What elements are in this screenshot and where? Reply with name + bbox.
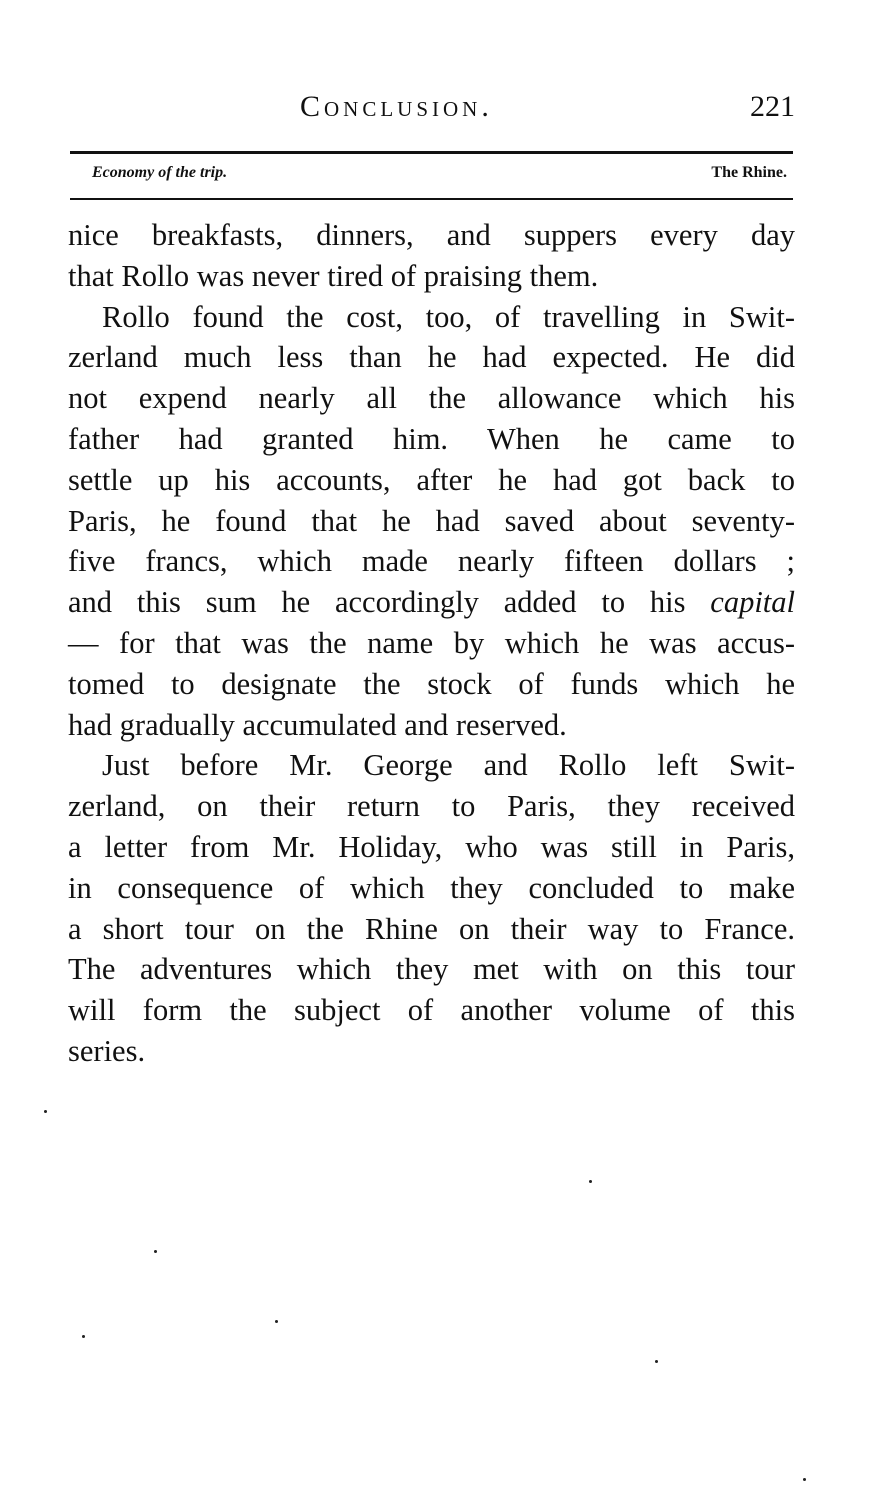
subhead-right: The Rhine. xyxy=(711,164,787,181)
header-rule-top xyxy=(70,151,793,154)
text-line: series. xyxy=(68,1033,146,1068)
text-line: had gradually accumulated and reserved. xyxy=(68,707,567,742)
text-line-with-italic xyxy=(68,582,795,623)
scan-speck xyxy=(655,1360,658,1363)
text-line: Rollo found the cost, too, of travelling in Swit- xyxy=(102,299,795,334)
scan-speck xyxy=(589,1180,592,1183)
scan-speck xyxy=(154,1250,157,1253)
text-line: father had granted him. When he came to xyxy=(68,421,795,456)
paragraph-1 xyxy=(68,215,795,297)
text-fragment: and this sum he accordingly added to his xyxy=(68,585,711,620)
text-line: in consequence of which they concluded to make xyxy=(68,870,795,905)
text-line: nice breakfasts, dinners, and suppers every day xyxy=(68,218,795,252)
paragraph-3 xyxy=(68,745,795,1071)
header-rule-bottom xyxy=(70,198,793,200)
text-line: — for that was the name by which he was accus- xyxy=(68,625,795,660)
text-line: tomed to designate the stock of funds which he xyxy=(68,666,795,701)
body-text xyxy=(68,215,795,1072)
text-line: a letter from Mr. Holiday, who was still in Paris, xyxy=(68,829,795,864)
running-title: Conclusion. xyxy=(300,90,493,123)
text-line: five francs, which made nearly fifteen dollars ; xyxy=(68,544,795,579)
paragraph-2 xyxy=(68,297,795,746)
text-line: zerland much less than he had expected. He did xyxy=(68,340,795,375)
scan-speck xyxy=(803,1478,806,1481)
scan-speck xyxy=(44,1110,47,1113)
scan-speck xyxy=(82,1335,85,1338)
text-line: not expend nearly all the allowance which his xyxy=(68,381,795,416)
scan-speck xyxy=(275,1320,278,1323)
text-line: a short tour on the Rhine on their way to France. xyxy=(68,911,795,946)
text-line: zerland, on their return to Paris, they received xyxy=(68,789,795,824)
text-line: that Rollo was never tired of praising them. xyxy=(68,258,599,293)
text-line: will form the subject of another volume of this xyxy=(68,993,795,1028)
text-line: settle up his accounts, after he had got back to xyxy=(68,462,795,497)
italic-word-capital: capital xyxy=(710,585,795,620)
page-number: 221 xyxy=(750,90,795,123)
subhead-left: Economy of the trip. xyxy=(92,164,228,181)
text-line: The adventures which they met with on this tour xyxy=(68,952,795,987)
text-line: Just before Mr. George and Rollo left Swit- xyxy=(102,748,795,783)
text-line: Paris, he found that he had saved about seventy- xyxy=(68,503,795,538)
